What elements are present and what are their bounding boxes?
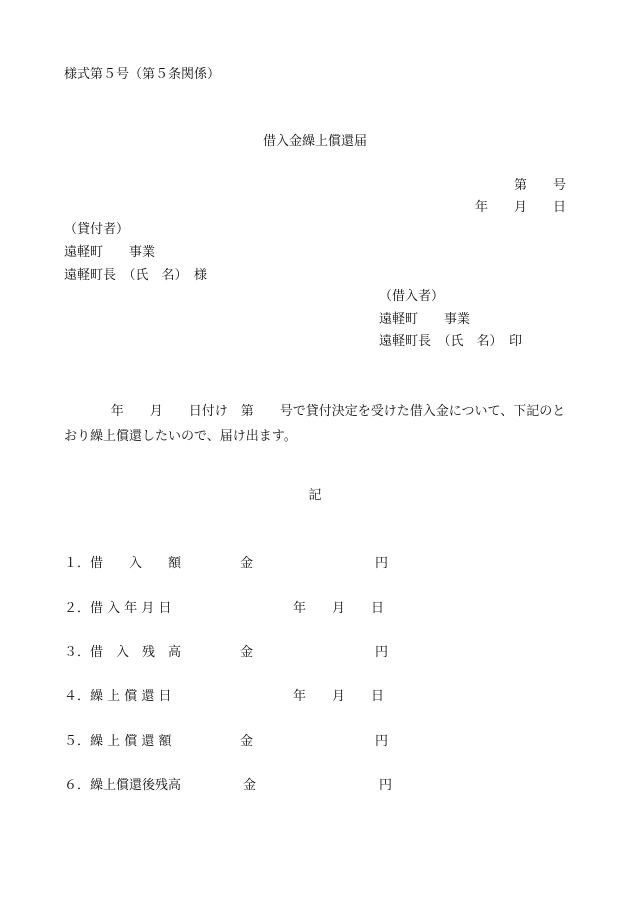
item-label: ６．繰上償還後残高 [64,778,182,793]
item-kin: 金 [243,778,257,793]
item-remaining-balance [64,778,424,794]
document-title: 借入金繰上償還届 [262,134,367,149]
form-number: 様式第５号（第５条関係） [64,67,221,82]
item-repayment-date [64,689,424,705]
item-date: 年 月 日 [293,689,385,704]
lender-office: 遠軽町 事業 [64,245,156,260]
item-kin: 金 [240,645,254,660]
item-yen: 円 [375,556,389,571]
item-loan-balance [64,645,424,661]
body-paragraph: 年 月 日付け 第 号で貸付決定を受けた借入金について、下記のとおり繰上償還したいので、届け出ます。 [64,404,566,444]
item-kin: 金 [240,734,254,749]
item-yen: 円 [379,778,393,793]
document-date: 年 月 日 [474,200,566,215]
lender-label: （貸付者） [64,222,130,237]
item-loan-amount [64,556,424,572]
lender-name: 遠軽町長 （氏 名） 様 [64,268,208,283]
ki-heading: 記 [308,488,322,503]
item-kin: 金 [240,556,254,571]
item-loan-date [64,601,424,617]
borrower-office: 遠軽町 事業 [379,312,471,327]
item-label: ５．繰 上 償 還 額 [64,734,172,749]
item-yen: 円 [375,645,389,660]
item-label: １．借 入 額 [64,556,182,571]
borrower-label: （借入者） [379,289,445,304]
item-yen: 円 [375,734,389,749]
item-label: ３．借 入 残 高 [64,645,182,660]
item-repayment-amount [64,734,424,750]
borrower-name: 遠軽町長 （氏 名） 印 [379,334,523,349]
document-number: 第 号 [513,178,566,193]
item-date: 年 月 日 [293,601,385,616]
item-label: ４．繰 上 償 還 日 [64,689,172,704]
item-label: ２．借 入 年 月 日 [64,601,172,616]
